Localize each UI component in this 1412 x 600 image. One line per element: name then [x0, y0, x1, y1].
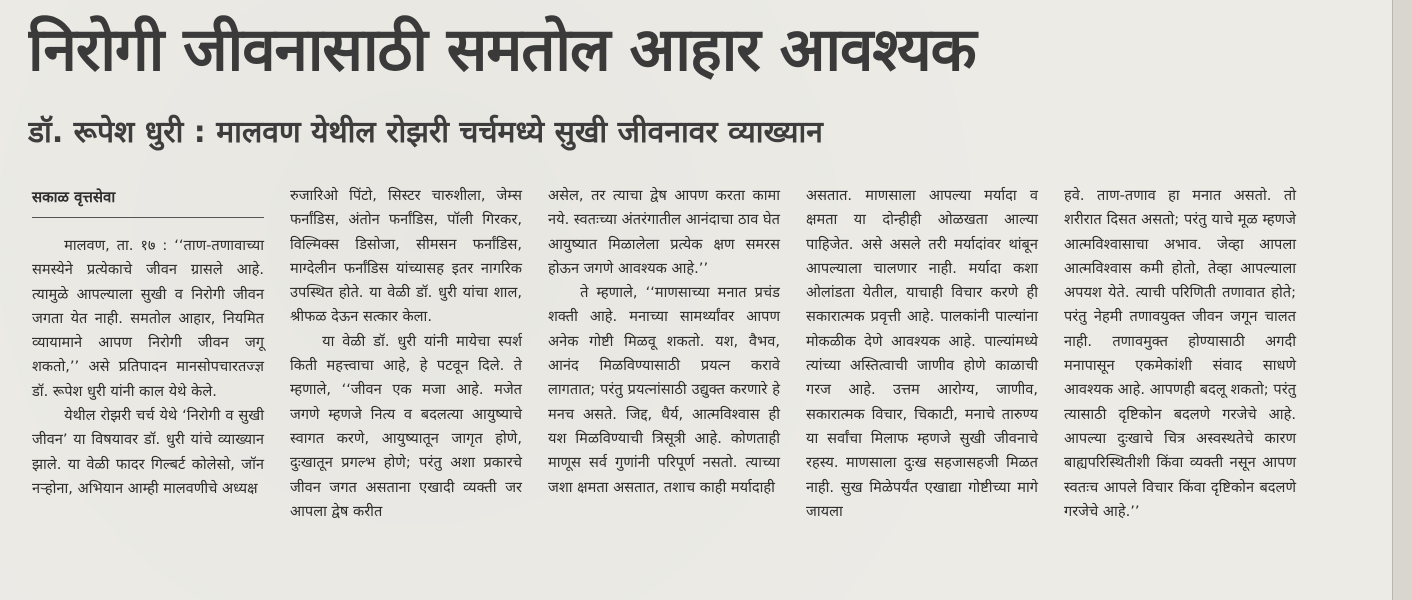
paragraph: ते म्हणाले, ‘‘माणसाच्या मनात प्रचंड शक्ती आहे. मनाच्या सामर्थ्यांवर आपण अनेक गोष्टी मिळवू शकतो. यश, वैभव, आनंद मिळविण्यासाठी प्रयत्न करावे लागतात; परंतु प्रयत्नांसाठी उद्युक्त करणारे हे मनच असते. जिद्द, धैर्य, आत्मविश्वास ही यश मिळविण्याची त्रिसूत्री आहे. कोणताही माणूस सर्व गुणांनी परिपूर्ण नसतो. त्याच्या जशा क्षमता असतात, तशाच काही मर्यादाही — [548, 284, 780, 496]
headline: निरोगी जीवनासाठी समतोल आहार आवश्यक — [28, 15, 976, 85]
news-agency-byline: सकाळ वृत्तसेवा — [32, 184, 264, 218]
scan-edge — [1392, 0, 1412, 600]
paragraph: हवे. ताण-तणाव हा मनात असतो. तो शरीरात दिसत असतो; परंतु याचे मूळ म्हणजे आत्मविश्वासाचा अभाव. जेव्हा आपला आत्मविश्वास कमी होतो, तेव्हा आपल्याला अपयश येते. त्याची परिणिती तणावात होते; परंतु नेहमी तणावयुक्त जीवन जगून चालत नाही. तणावमुक्त होण्यासाठी अगदी मनापासून एकमेकांशी संवाद साधणे आवश्यक आहे. आपणही बदलू शकतो; परंतु त्यासाठी दृष्टिकोन बदलणे गरजेचे आहे. आपल्या दुःखाचे चित्र अस्वस्थतेचे कारण बाह्यपरिस्थितीशी किंवा व्यक्ती नसून आपण स्वतःच आपले विचार किंवा दृष्टिकोन बदलणे गरजेचे आहे.’’ — [1064, 187, 1296, 520]
paragraph: मालवण, ता. १७ : ‘‘ताण-तणावाच्या समस्येने प्रत्येकाचे जीवन ग्रासले आहे. त्यामुळे आपल्याला सुखी व निरोगी जीवन जगता येत नाही. समतोल आहार, नियमित व्यायामाने आपण निरोगी जीवन जगू शकतो,’’ असे प्रतिपादन मानसोपचारतज्ज्ञ डॉ. रूपेश धुरी यांनी काल येथे केले. — [32, 237, 264, 400]
article-column-4 — [806, 184, 1038, 524]
article-column-5 — [1064, 184, 1296, 524]
paragraph: येथील रोझरी चर्च येथे ‘निरोगी व सुखी जीवन’ या विषयावर डॉ. धुरी यांचे व्याख्यान झाले. या वेळी फादर गिल्बर्ट कोलेसो, जॉन नऱ्होना, अभियान आम्ही मालवणीचे अध्यक्ष — [32, 407, 264, 497]
article-column-2 — [290, 184, 522, 524]
paragraph: असतात. माणसाला आपल्या मर्यादा व क्षमता या दोन्हीही ओळखता आल्या पाहिजेत. असे असले तरी मर्यादांवर थांबून आपल्याला चालणार नाही. मर्यादा कशा ओलांडता येतील, याचाही विचार करणे ही सकारात्मक प्रवृत्ती आहे. पालकांनी पाल्यांना मोकळीक देणे आवश्यक आहे. पाल्यांमध्ये त्यांच्या अस्तित्वाची जाणीव होणे काळाची गरज आहे. उत्तम आरोग्य, जाणीव, सकारात्मक विचार, चिकाटी, मनाचे तारुण्य या सर्वांचा मिलाफ म्हणजे सुखी जीवनाचे रहस्य. माणसाला दुःख सहजासहजी मिळत नाही. सुख मिळेपर्यंत एखाद्या गोष्टीच्या मागे जायला — [806, 187, 1038, 520]
paragraph: असेल, तर त्याचा द्वेष आपण करता कामा नये. स्वतःच्या अंतरंगातील आनंदाचा ठाव घेत आयुष्यात मिळालेला प्रत्येक क्षण समरस होऊन जगणे आवश्यक आहे.’’ — [548, 187, 780, 277]
article-column-3 — [548, 184, 780, 500]
paragraph: रुजारिओ पिंटो, सिस्टर चारुशीला, जेम्स फर्नांडिस, अंतोन फर्नांडिस, पॉली गिरकर, विल्मिक्स डिसोजा, सीमसन फर्नांडिस, माग्देलीन फर्नांडिस यांच्यासह इतर नागरिक उपस्थित होते. या वेळी डॉ. धुरी यांचा शाल, श्रीफळ देऊन सत्कार केला. — [290, 187, 522, 326]
article-column-1 — [32, 184, 264, 501]
paragraph: या वेळी डॉ. धुरी यांनी मायेचा स्पर्श किती महत्त्वाचा आहे, हे पटवून दिले. ते म्हणाले, ‘‘जीवन एक मजा आहे. मजेत जगणे म्हणजे नित्य व बदलत्या आयुष्याचे स्वागत करणे, आयुष्यातून जागृत होणे, दुःखातून प्रगल्भ होणे; परंतु अशा प्रकारचे जीवन जगत असताना एखादी व्यक्ती जर आपला द्वेष करीत — [290, 332, 522, 520]
subheadline: डॉ. रूपेश धुरी : मालवण येथील रोझरी चर्चमध्ये सुखी जीवनावर व्याख्यान — [28, 115, 823, 150]
